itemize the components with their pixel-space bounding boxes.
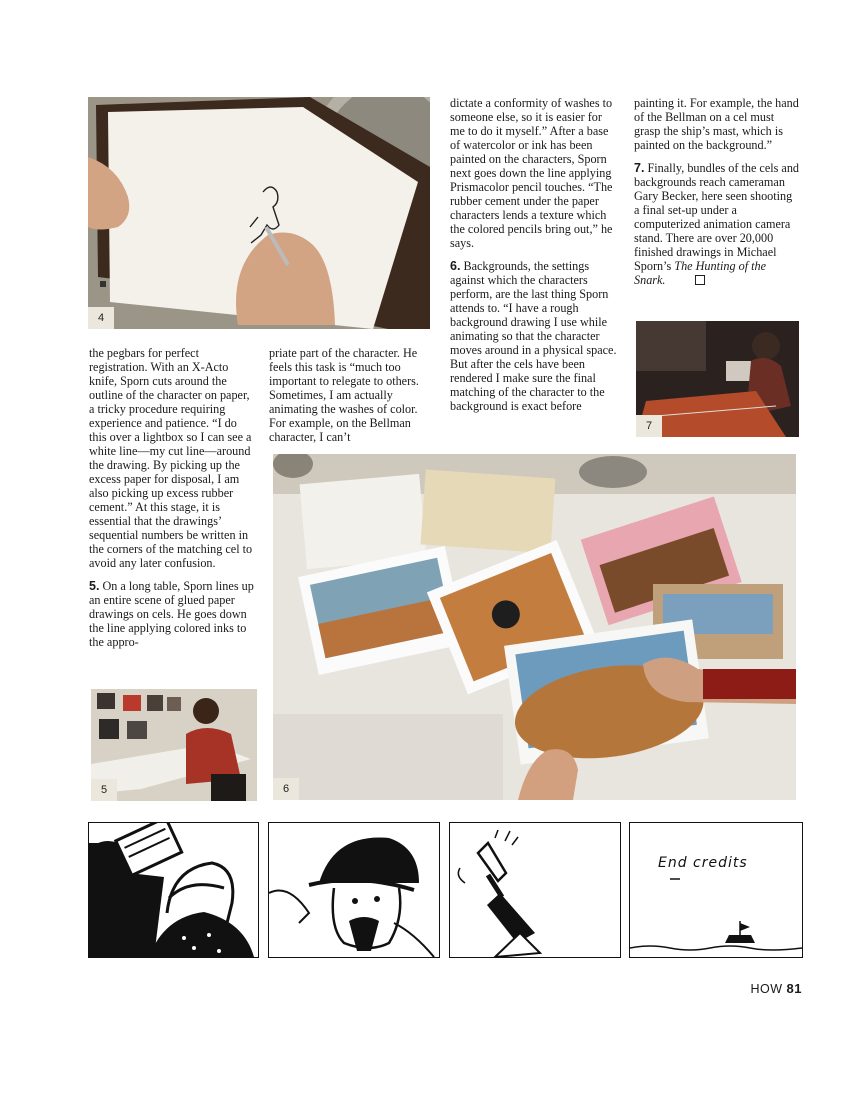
storyboard-panel-1 xyxy=(88,822,259,958)
step-7-text: Finally, bundles of the cels and backgrounds reach cameraman Gary Becker, here seen shooting a final set-up under a computerized animation camera stand. There are over 20,000 finished drawings in Michael Sporn’s xyxy=(634,161,800,273)
photo-6-cels-on-table xyxy=(273,454,796,800)
storyboard-panel-4 xyxy=(629,822,803,958)
step-7-paragraph xyxy=(634,161,800,287)
book-title: The Hunting of the Snark. xyxy=(634,259,767,287)
photo-number-badge: 7 xyxy=(636,415,662,437)
photo-number-badge: 6 xyxy=(273,778,299,800)
column-3 xyxy=(450,96,618,422)
column-4-paragraph-1: painting it. For example, the hand of the Bellman on a cel must grasp the ship’s mast, which is painted on the background.” xyxy=(634,96,799,152)
storyboard-panel-3 xyxy=(449,822,621,958)
column-2-paragraph-1: priate part of the character. He feels this task is “much too important to relegate to others. Sometimes, I am actually animating the washes of color. For example, on the Bellman character, I can’t xyxy=(269,346,419,444)
column-3-paragraph-1: dictate a conformity of washes to someone else, so it is easier for me to do it myself.” After a base of watercolor or ink has been painted on the characters, Sporn next goes down the line applying Prismacolor pencil touches. “The rubber cement under the paper characters lends a texture which the colored pencils bring out,” he says. xyxy=(450,96,613,250)
page-number: 81 xyxy=(786,981,802,996)
step-5-paragraph xyxy=(89,579,257,649)
column-2 xyxy=(269,346,437,453)
step-6-number: 6. xyxy=(450,259,461,273)
step-6-paragraph xyxy=(450,259,618,413)
column-1-paragraph-1: the pegbars for perfect registration. With an X-Acto knife, Sporn cuts around the outline of the character on paper, a tricky procedure requiring experience and patience. “I do this over a lightbox so I can see a white line—my cut line—around the drawing. By picking up the excess paper for disposal, I am also picking up excess rubber cement.” At this stage, it is essential that the drawings’ sequential numbers be written in the corners of the matching cel to avoid any later confusion. xyxy=(89,346,253,570)
end-mark-icon xyxy=(695,275,705,285)
photo-number-badge: 4 xyxy=(88,307,114,329)
photo-7-camera-stand xyxy=(636,321,799,437)
photo-4-drawing-at-lightbox xyxy=(88,97,430,329)
publication-name: HOW xyxy=(750,982,783,996)
step-6-text: Backgrounds, the settings against which the characters perform, are the last thing Sporn attends to. “I have a rough background drawing I use while animating so that the character moves around in a physical space. But after the cels have been rendered I make sure the final matching of the character to the background is exact before xyxy=(450,259,617,413)
storyboard-panel-2 xyxy=(268,822,440,958)
step-5-number: 5. xyxy=(89,579,100,593)
column-1 xyxy=(89,346,257,658)
photo-5-sporn-at-table xyxy=(91,689,257,801)
step-7-number: 7. xyxy=(634,161,645,175)
column-4 xyxy=(634,96,800,296)
page-folio xyxy=(750,981,802,996)
photo-number-badge: 5 xyxy=(91,779,117,801)
end-credits-caption: End credits xyxy=(658,855,748,871)
step-5-text: On a long table, Sporn lines up an entire scene of glued paper drawings on cels. He goes down the line applying colored inks to the appro- xyxy=(89,579,254,649)
